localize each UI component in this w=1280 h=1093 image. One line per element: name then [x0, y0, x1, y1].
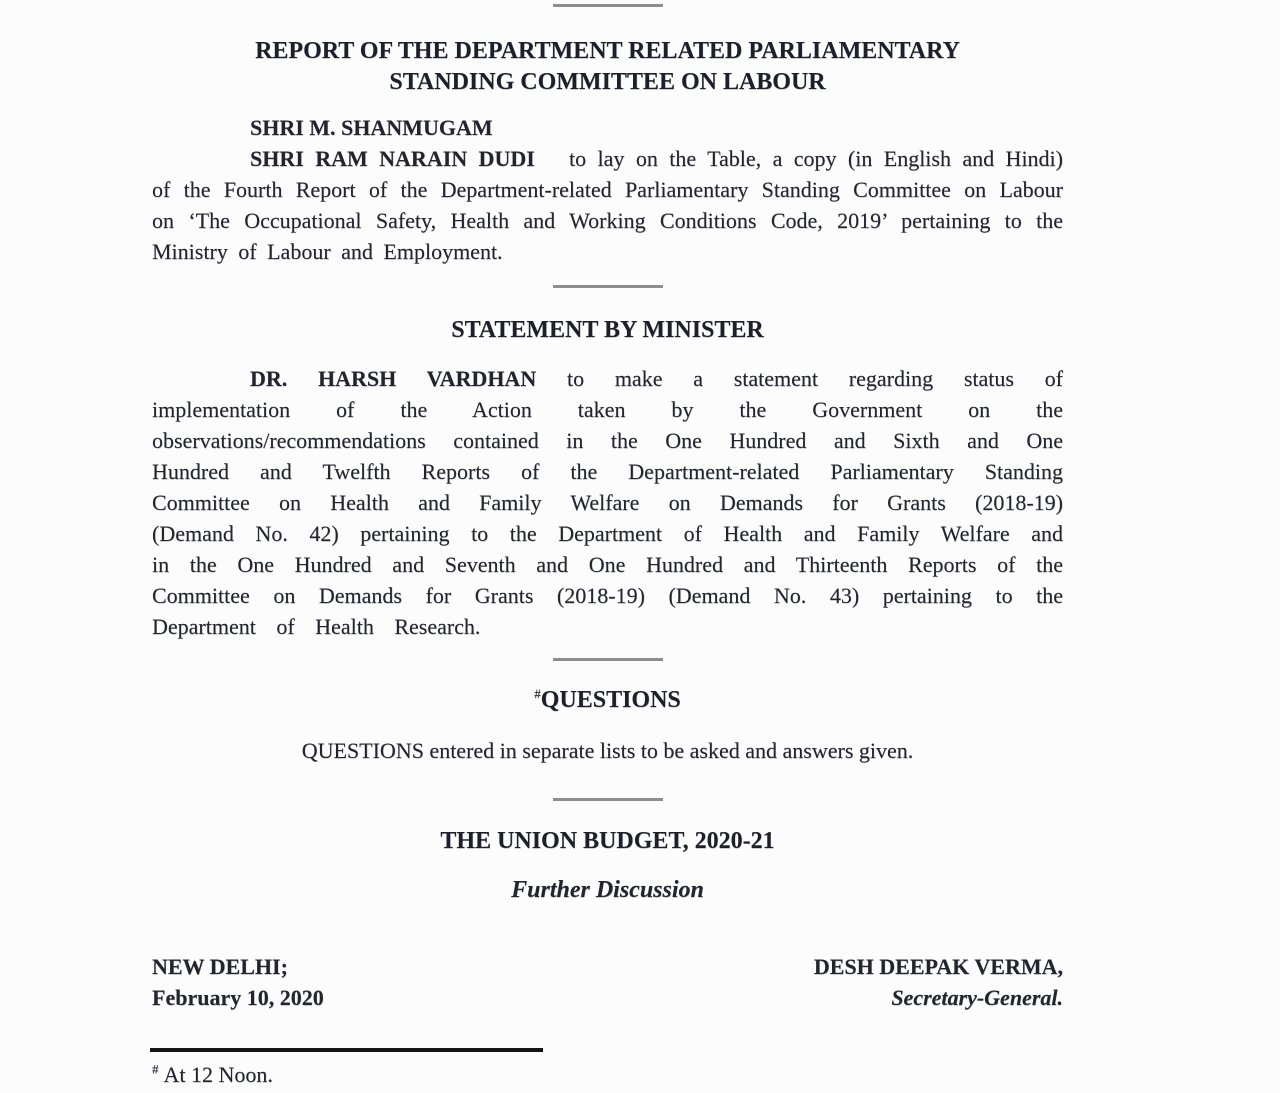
- statement-text: to make a statement regarding status of implementation of the Action taken by the Government on the observations/recommendations contained in the One Hundred and Sixth and One Hundred and Twelfth Reports of the Department-related Parliamentary Standing Committee on Health and Family Welfare on Demands for Grants (2018-19) (Demand No. 42) pertaining to the Department of Health and Family Welfare and in the One Hundred and Seventh and One Hundred and Thirteenth Reports of the Committee on Demands for Grants (2018-19) (Demand No. 43) pertaining to the Department of Health Research.: [152, 366, 1064, 639]
- secretary-role: Secretary-General.: [891, 985, 1063, 1010]
- top-divider: [553, 4, 663, 7]
- report-motion-text: to lay on the Table, a copy (in English and Hindi) of the Fourth Report of the Department-related Parliamentary Standing Committee on Labour on ‘The Occupational Safety, Health and Working Conditions Code, 2019’ pertaining to the Ministry of Labour and Employment.: [152, 146, 1063, 264]
- footnote-divider: [150, 1048, 543, 1052]
- questions-title-text: QUESTIONS: [540, 687, 681, 713]
- signature-secretary: [814, 951, 1063, 1013]
- questions-footnote-marker: #: [534, 686, 541, 701]
- footnote-marker: #: [152, 1061, 159, 1077]
- section-divider: [553, 658, 663, 661]
- signature-block: [152, 951, 1063, 1013]
- budget-subtitle: Further Discussion: [511, 877, 704, 903]
- statement-paragraph: [152, 363, 1063, 642]
- minister-name: DR. HARSH VARDHAN: [250, 366, 537, 391]
- report-title: [152, 36, 1063, 98]
- member-name-line: [152, 112, 1063, 143]
- section-divider: [553, 285, 663, 288]
- report-motion-paragraph: [152, 143, 1063, 267]
- mover-name: SHRI RAM NARAIN DUDI: [250, 146, 535, 171]
- questions-paragraph: QUESTIONS entered in separate lists to be asked and answers given.: [301, 738, 914, 763]
- signature-date: February 10, 2020: [152, 985, 324, 1010]
- document-content: [152, 4, 1063, 1090]
- section-divider: [553, 798, 663, 801]
- report-title-line-2: STANDING COMMITTEE ON LABOUR: [389, 69, 826, 95]
- footnote-text: At 12 Noon.: [163, 1062, 273, 1087]
- signature-place-date: [152, 951, 324, 1013]
- questions-title: [152, 685, 1063, 716]
- footnote: [152, 1059, 1063, 1090]
- report-title-line-1: REPORT OF THE DEPARTMENT RELATED PARLIAMENTARY: [255, 38, 960, 64]
- member-name: SHRI M. SHANMUGAM: [250, 115, 493, 140]
- budget-title: THE UNION BUDGET, 2020-21: [440, 828, 775, 854]
- secretary-name: DESH DEEPAK VERMA,: [813, 954, 1063, 979]
- signature-place: NEW DELHI;: [152, 954, 288, 979]
- statement-title: STATEMENT BY MINISTER: [451, 317, 764, 343]
